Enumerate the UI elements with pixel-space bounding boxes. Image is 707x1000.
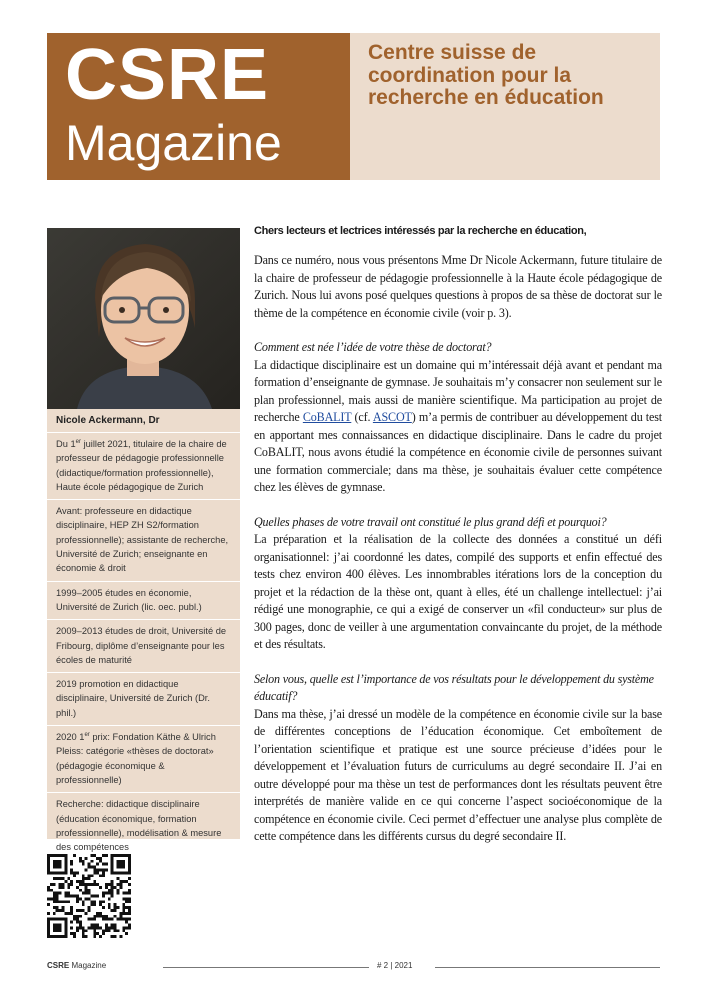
tagline-line: coordination pour la [368, 63, 571, 87]
bio-entry: Recherche: didactique disciplinaire (éducation économique, formation professionnelle), modélisation & mesure des compétences [56, 799, 222, 853]
divider [47, 581, 240, 582]
bio-entry-sup: er [75, 438, 81, 445]
footer-brand-bold: CSRE [47, 961, 70, 970]
answer-3: Dans ma thèse, j’ai dressé un modèle de la compétence en économie civile sur la base de différentes conceptions de l’éducation économique. Cet emboîtement de l’orientation scientifique et pratique est une source précieuse d’idées pour le développement et l’évaluation futurs de curriculums au degré secondaire II. J’ai en outre développé pour ma thèse un test de performances dont les résultats peuvent être interprétés de manière valide en ce qui concerne l’aspect socioéconomique de la compétence en économie civile. Ceci permet d’effectuer une analyse plus complète de cette compétence dans les différents cursus du degré secondaire II. [254, 706, 662, 843]
question-1: Comment est née l’idée de votre thèse de doctorat? [254, 340, 492, 354]
divider [47, 672, 240, 673]
masthead-tagline [350, 33, 660, 180]
footer-rule [163, 967, 369, 968]
tagline-line: recherche en éducation [368, 86, 604, 109]
divider [47, 432, 240, 433]
bio-entry [56, 730, 232, 787]
divider [47, 499, 240, 500]
question-2: Quelles phases de votre travail ont constitué le plus grand défi et pourquoi? [254, 514, 607, 529]
bio-entry: 2009–2013 études de droit, Université de Fribourg, diplôme d’enseignante pour les écoles de maturité [56, 626, 227, 665]
ascot-link[interactable]: ASCOT [372, 410, 412, 424]
bio-entry-text: prix: Fondation Käthe & Ulrich Pleiss: catégorie «thèses de doctorat» (pédagogie économique & professionnelle) [56, 732, 216, 785]
masthead-subtitle: Magazine [65, 115, 282, 171]
answer-text: ) m’a permis de contribuer au développement du test en apportant mes connaissances en didactique disciplinaire. Dans le cadre du projet CoBALIT, nous avons étudié la compétence en économie civile de personnes suivant une formation commerciale; dans ma thèse, je souhaitais évaluer cette compétence chez les élèves de gymnase. [254, 410, 662, 494]
bio-sidebar [47, 409, 240, 853]
bio-entry-text: 2020 1 [56, 732, 85, 743]
portrait-photo [47, 228, 240, 409]
answer-2: La préparation et la réalisation de la collecte des données a constitué un défi organisationnel: j’ai coordonné les dates, compilé des supports et enfin effectué des tests chez environ 400 élèves. Les innombrables itérations lors de la conception du projet et la rédaction de la thèse ont, quant à elles, été un challenge intellectuel: j’ai rédigé une monographie, ce qui a exigé de conserver un «fil conducteur» sur plus de 300 pages, donc de veiller à une argumentation convaincante du projet, de la méthode et des résultats. [254, 532, 662, 651]
article-body [254, 224, 662, 863]
masthead-title: CSRE [65, 35, 270, 115]
masthead-logo [47, 33, 350, 180]
divider [47, 725, 240, 726]
divider [47, 792, 240, 793]
bio-name: Nicole Ackermann, Dr [56, 415, 160, 426]
article-intro: Dans ce numéro, nous vous présentons Mme Dr Nicole Ackermann, future titulaire de la chaire de professeur de pédagogie professionnelle à la Haute école pédagogique de Zurich. Nous lui avons posé quelques questions à propos de sa thèse de doctorat sur le thème de la compétence en économie civile (voir p. 3). [254, 253, 662, 320]
footer-rule [435, 967, 660, 968]
answer-text: La didactique disciplinaire est un domaine qui m’intéressait déjà avant et pendant ma formation d’enseignante de gymnase. Je souhaitais m’y consacrer non seulement sur le plan professionnel, mais aussi de manière scientifique. Ma participation au projet de recherche [254, 357, 662, 424]
bio-entry-sup: er [84, 731, 90, 738]
bio-entry-text: Du 1 [56, 439, 76, 449]
tagline-line: Centre suisse de [368, 41, 537, 64]
footer-brand-rest: Magazine [71, 961, 107, 970]
question-3: Selon vous, quelle est l’importance de vos résultats pour le développement du système éducatif? [254, 671, 654, 703]
qr-code[interactable] [47, 854, 131, 938]
footer-brand [47, 961, 106, 970]
bio-entry: 2019 promotion en didactique disciplinaire, Université de Zurich (Dr. phil.) [56, 679, 210, 718]
page-footer [47, 960, 660, 974]
cobalit-link[interactable]: CoBALIT [302, 410, 352, 424]
article-greeting: Chers lecteurs et lectrices intéressés par la recherche en éducation, [254, 225, 587, 237]
bio-entry [56, 437, 232, 494]
footer-issue: # 2 | 2021 [377, 961, 413, 970]
bio-entry: 1999–2005 études en économie, Université de Zurich (lic. oec. publ.) [56, 587, 202, 612]
answer-1 [254, 357, 662, 497]
bio-entry-text: juillet 2021, titulaire de la chaire de professeur de pédagogie professionnelle (didactique/formation professionnelle), Haute école pédagogique de Zurich [56, 439, 227, 492]
bio-entry: Avant: professeure en didactique disciplinaire, HEP ZH S2/formation professionnelle); assistante de recherche, Université de Zurich; enseignante en économie & droit [56, 506, 229, 574]
divider [47, 619, 240, 620]
answer-text: (cf. [351, 410, 373, 424]
